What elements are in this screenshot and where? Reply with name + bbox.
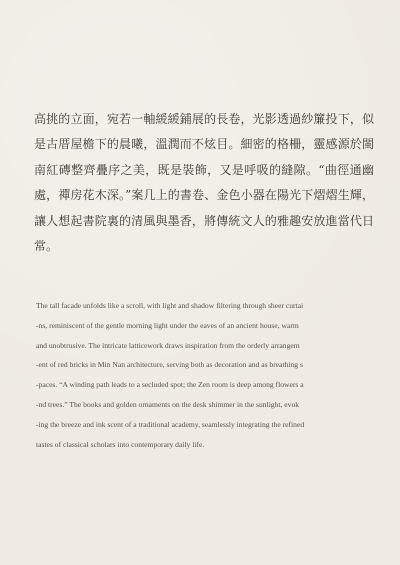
chinese-paragraph: [34, 107, 374, 259]
chinese-paragraph-line: 高挑的立面，宛若一軸緩緩鋪展的長卷，光影透過紗簾投下，似: [34, 112, 374, 126]
chinese-paragraph-line: 是古厝屋檐下的晨曦，溫潤而不炫目。細密的格柵，靈感源於閩: [34, 137, 374, 152]
english-paragraph-line: -ns, reminiscent of the gentle morning light under the eaves of an ancient house, warm: [36, 320, 299, 330]
chinese-paragraph-line: 常。: [34, 238, 59, 253]
english-paragraph-line: -paces. “A winding path leads to a secluded spot; the Zen room is deep among flowers a: [36, 380, 304, 390]
english-paragraph-line: The tall facade unfolds like a scroll, with light and shadow filtering through sheer curtai: [36, 301, 304, 310]
english-paragraph-line: and unobtrusive. The intricate latticework draws inspiration from the orderly arrangem: [36, 340, 300, 350]
english-paragraph: [36, 296, 366, 454]
english-paragraph-line: -nd trees.” The books and golden ornaments on the desk shimmer in the sunlight, evok: [36, 399, 300, 409]
english-paragraph-line: tastes of classical scholars into contemporary daily life.: [36, 439, 205, 449]
chinese-paragraph-line: 讓人想起書院裏的清風與墨香，將傳統文人的雅趣安放進當代日: [34, 213, 374, 228]
chinese-paragraph-line: 處，禪房花木深。”案几上的書卷、金色小器在陽光下熠熠生輝，: [34, 188, 374, 203]
chinese-paragraph-line: 南紅磚整齊疊序之美，既是裝飾，又是呼吸的縫隙。“曲徑通幽: [34, 162, 374, 177]
english-paragraph-line: -ing the breeze and ink scent of a traditional academy, seamlessly integrating the refined: [36, 419, 305, 429]
english-paragraph-line: -ent of red bricks in Min Nan architecture, serving both as decoration and as breathing s: [36, 360, 303, 370]
